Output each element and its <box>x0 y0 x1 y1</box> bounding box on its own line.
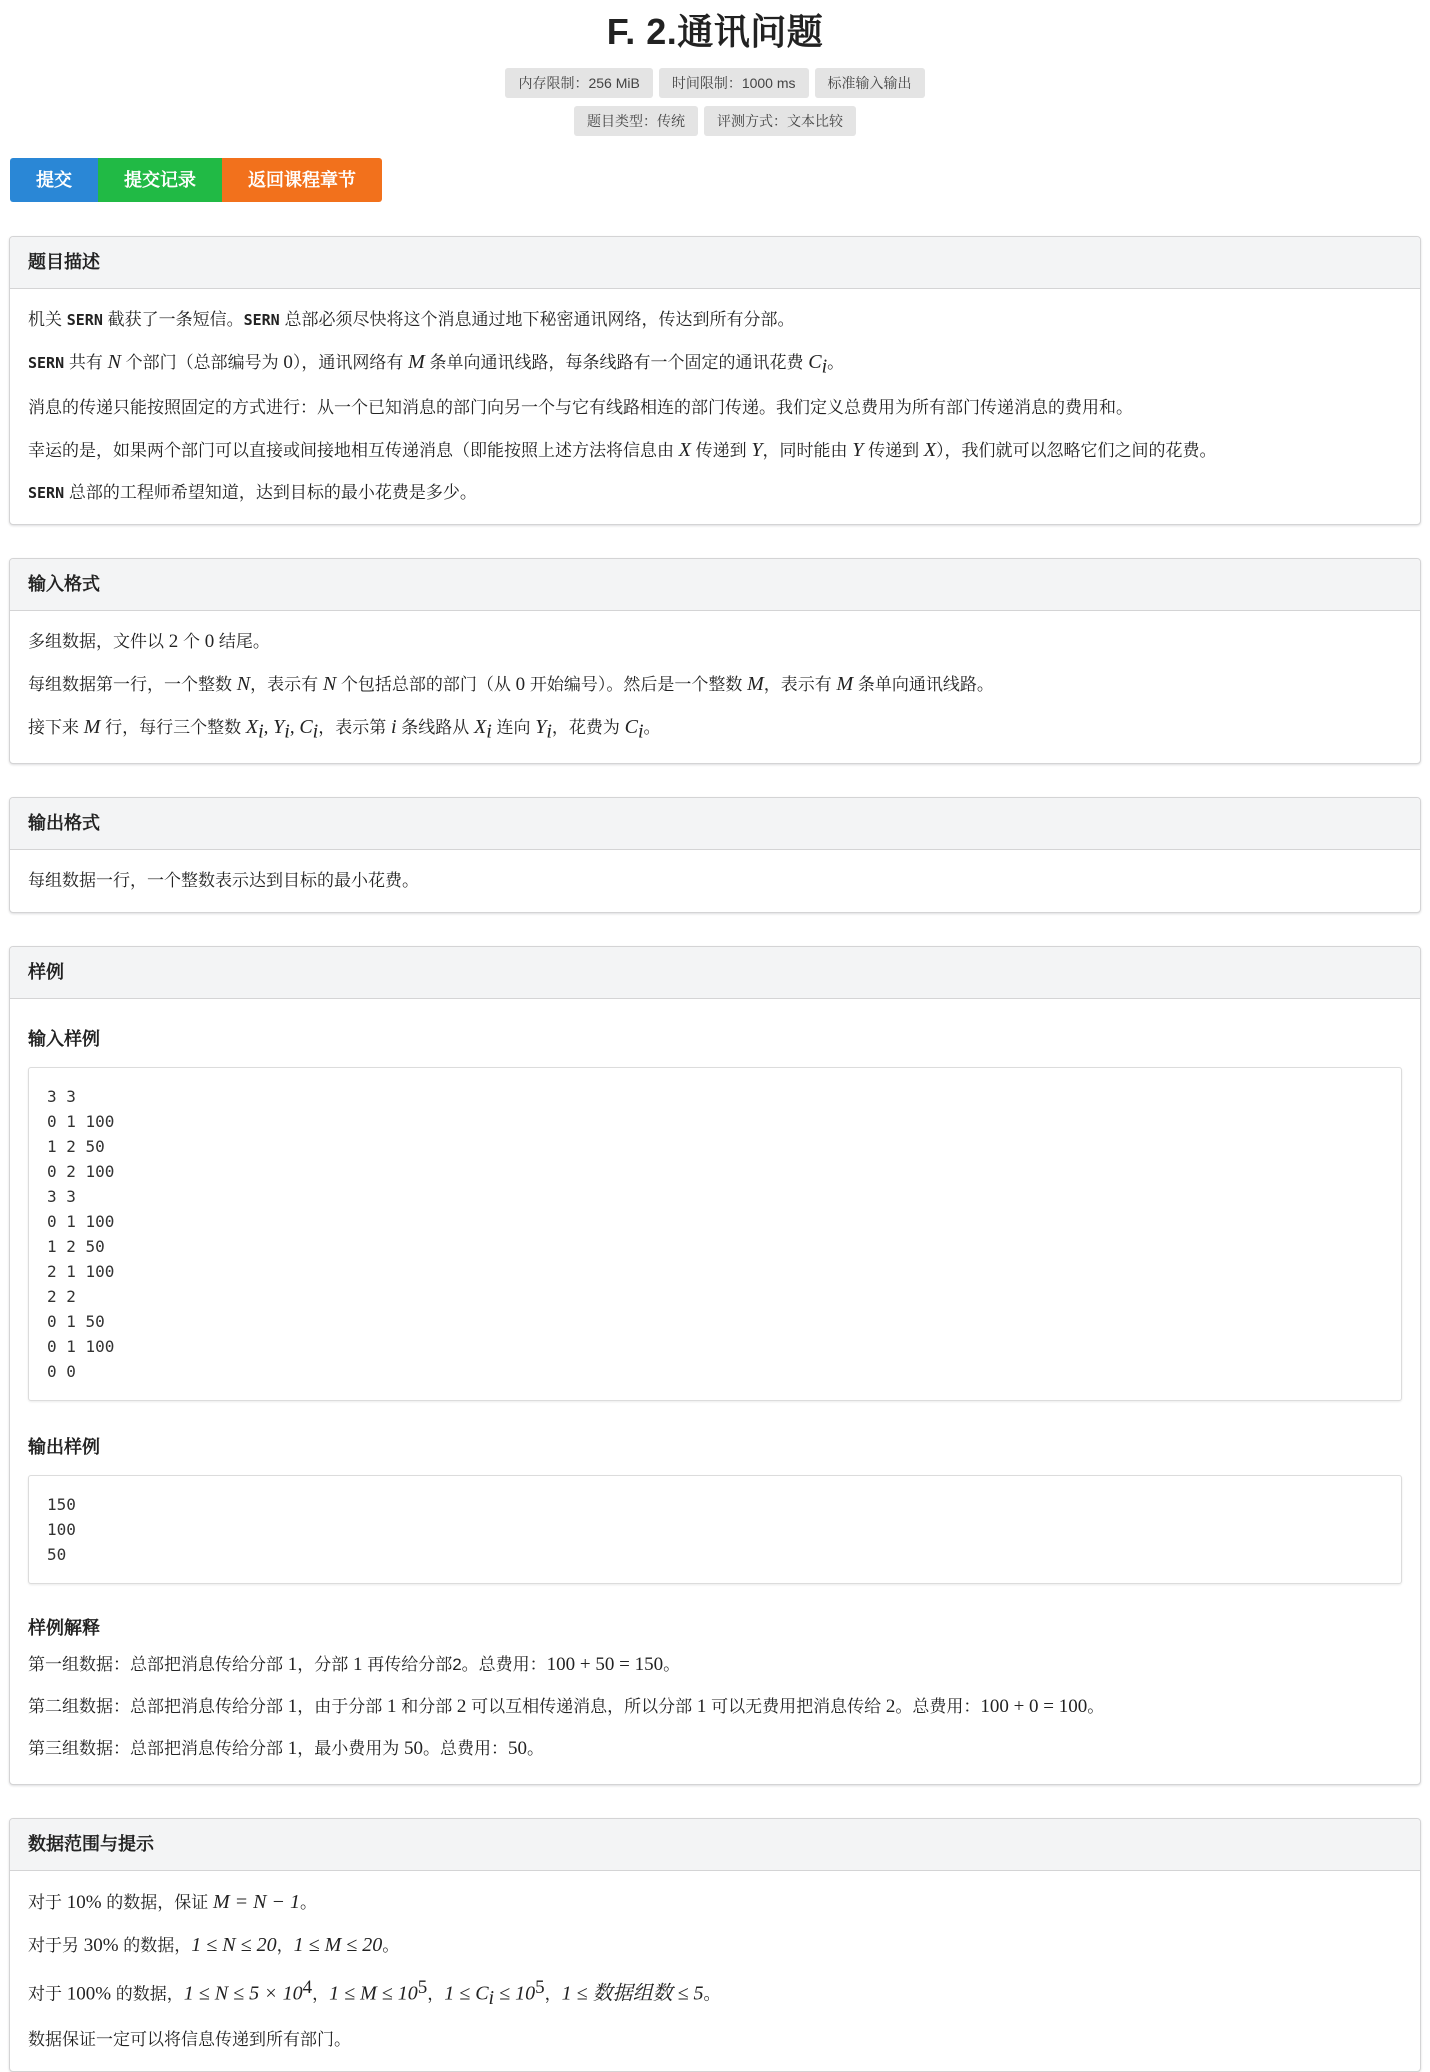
data-range-section <box>9 1818 1421 2072</box>
memory-limit-badge: 内存限制：256 MiB <box>505 68 652 98</box>
input-format-paragraph: 多组数据，文件以 2 个 0 结尾。 <box>28 631 270 653</box>
data-range-line: 对于 100% 的数据，$1 \le N \le 5 \times 10^4$，$1 \le M \le 10^5$，$1 \le C_i \le 10^5$，1 ≤ 数据组数 ≤ 5。 <box>28 1976 721 2009</box>
judge-method-badge: 评测方式：文本比较 <box>704 106 856 136</box>
output-format-section <box>9 797 1421 913</box>
description-paragraph: SERN 共有 N 个部门（总部编号为 0），通讯网络有 M 条单向通讯线路，每条线路有一个固定的通讯花费 $C_i$。 <box>28 351 845 378</box>
input-format-heading: 输入格式 <box>10 559 1420 611</box>
page-title: F. 2.通讯问题 <box>606 11 824 52</box>
sample-explanation-line: 第三组数据：总部把消息传给分部 1，最小费用为 50。总费用：50。 <box>28 1737 544 1759</box>
sample-explanation-line: 第一组数据：总部把消息传给分部 1，分部 1 再传给分部2。总费用：100 + 50 = 150。 <box>28 1653 681 1675</box>
description-paragraph: 机关 SERN 截获了一条短信。SERN 总部必须尽快将这个消息通过地下秘密通讯网络，传达到所有分部。 <box>28 310 795 329</box>
description-paragraph: 消息的传递只能按照固定的方式进行：从一个已知消息的部门向另一个与它有线路相连的部门传递。我们定义总费用为所有部门传递消息的费用和。 <box>28 398 1133 418</box>
output-format-paragraph: 每组数据一行，一个整数表示达到目标的最小花费。 <box>28 870 419 890</box>
description-paragraph: SERN 总部的工程师希望知道，达到目标的最小花费是多少。 <box>28 483 477 503</box>
sample-input-label: 输入样例 <box>28 1028 100 1049</box>
input-format-paragraph: 接下来 M 行，每行三个整数 $X_i$, $Y_i$, $C_i$，表示第 i 条线路从 $X_i$ 连向 $Y_i$，花费为 $C_i$。 <box>28 716 661 743</box>
back-to-chapter-button[interactable]: 返回课程章节 <box>222 158 382 202</box>
description-section <box>9 236 1421 525</box>
page <box>9 0 1421 2072</box>
time-limit-badge: 时间限制：1000 ms <box>659 68 809 98</box>
limits-badges <box>9 68 1421 136</box>
samples-section <box>9 946 1421 1785</box>
problem-type-badge: 题目类型：传统 <box>574 106 698 136</box>
data-range-line: 对于另 30% 的数据，1 ≤ N ≤ 20，1 ≤ M ≤ 20。 <box>28 1933 400 1956</box>
action-buttons <box>10 158 1421 202</box>
sample-explanation-label: 样例解释 <box>28 1617 100 1638</box>
sample-output-code[interactable]: 150 100 50 <box>28 1475 1402 1584</box>
sample-explanation-line: 第二组数据：总部把消息传给分部 1，由于分部 1 和分部 2 可以互相传递消息，所以分部 1 可以无费用把消息传给 2。总费用：100 + 0 = 100。 <box>28 1695 1105 1717</box>
submission-records-button[interactable]: 提交记录 <box>98 158 222 202</box>
sample-output-label: 输出样例 <box>28 1436 100 1457</box>
data-range-line: 对于 10% 的数据，保证 M = N − 1。 <box>28 1890 318 1913</box>
samples-heading: 样例 <box>10 947 1420 999</box>
description-heading: 题目描述 <box>10 237 1420 289</box>
sample-input-code[interactable]: 3 3 0 1 100 1 2 50 0 2 100 3 3 0 1 100 1 2 50 2 1 100 2 2 0 1 50 0 1 100 0 0 <box>28 1067 1402 1401</box>
submit-button[interactable]: 提交 <box>10 158 98 202</box>
io-type-badge: 标准输入输出 <box>815 68 925 98</box>
input-format-section <box>9 558 1421 763</box>
data-range-line: 数据保证一定可以将信息传递到所有部门。 <box>28 2029 351 2049</box>
input-format-paragraph: 每组数据第一行，一个整数 N，表示有 N 个包括总部的部门（从 0 开始编号）。然后是一个整数 M，表示有 M 条单向通讯线路。 <box>28 673 994 696</box>
data-range-heading: 数据范围与提示 <box>10 1819 1420 1871</box>
output-format-heading: 输出格式 <box>10 798 1420 850</box>
description-paragraph: 幸运的是，如果两个部门可以直接或间接地相互传递消息（即能按照上述方法将信息由 X 传递到 Y，同时能由 Y 传递到 X），我们就可以忽略它们之间的花费。 <box>28 439 1217 462</box>
